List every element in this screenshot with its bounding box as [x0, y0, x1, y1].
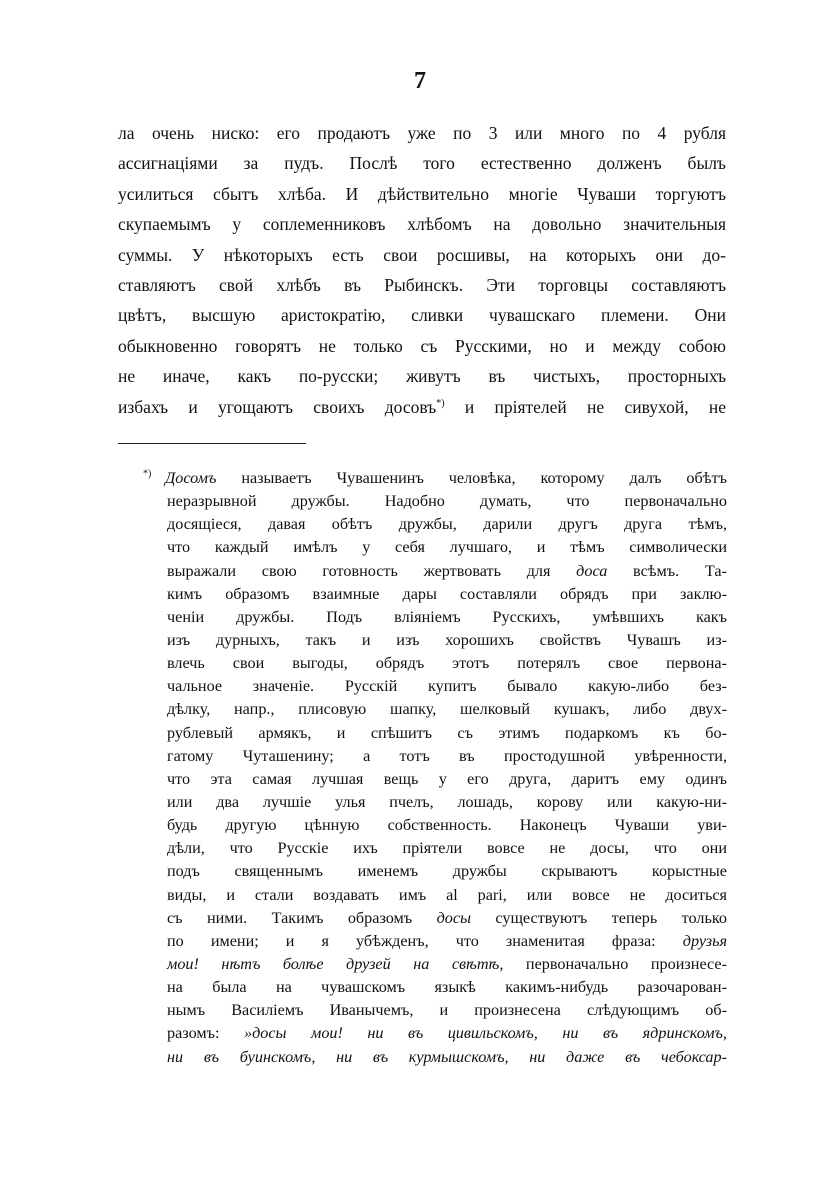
footnote-term: Досомъ [165, 469, 217, 487]
footnote-line: кимъ образомъ взаимные дары составляли обрядъ при заклю- [167, 584, 727, 603]
footnote-italic: »досы мои! ни въ цивильскомъ, ни въ ядринскомъ, [243, 1024, 727, 1043]
footnote-line: рублевый армякъ, и спѣшитъ съ этимъ подаркомъ къ бо- [167, 723, 727, 742]
footnote-line: досящіеся, давая обѣтъ дружбы, дарили другъ друга тѣмъ, [167, 515, 727, 534]
page-number: 7 [414, 68, 426, 94]
footnote-line [143, 1046, 727, 1069]
main-text-line: ставляютъ свой хлѣбъ въ Рыбинскъ. Эти торговцы составляютъ [118, 274, 726, 295]
footnote-italic: друзья [682, 931, 727, 950]
footnote-line [143, 1022, 727, 1045]
footnote-text: существуютъ теперь только [471, 908, 727, 927]
main-text-line: не иначе, какъ по-русски; живутъ въ чистыхъ, просторныхъ [118, 366, 726, 387]
main-text-line: цвѣтъ, высшую аристократію, сливки чувашскаго племени. Они [118, 305, 726, 326]
footnote-line [143, 907, 727, 930]
footnote-line [143, 560, 727, 583]
footnote-reference-mark: *) [436, 397, 445, 409]
footnote-mark [143, 467, 165, 490]
footnote-text: выражали свою готовность жертвовать для [167, 561, 577, 580]
main-text-last-line [118, 392, 726, 422]
main-text-line: ла очень ниско: его продаютъ уже по 3 или много по 4 рубля [118, 123, 726, 143]
footnote-line: виды, и стали воздавать имъ al pari, или вовсе не доситься [167, 885, 727, 904]
main-text-last-line-end: и пріятелей не сивухой, не [444, 396, 726, 417]
footnote-line: или два лучшіе улья пчелъ, лошадь, корову или какую-ни- [167, 792, 727, 811]
footnote-line: подъ священнымъ именемъ дружбы скрываютъ корыстные [167, 862, 727, 881]
footnote-line: ченіи дружбы. Подъ вліяніемъ Русскихъ, умѣвшихъ какъ [167, 607, 727, 626]
footnote-text: разомъ: [167, 1024, 244, 1043]
main-text-line: суммы. У нѣкоторыхъ есть свои росшивы, на которыхъ они до- [118, 244, 726, 265]
footnote-line: гатому Чуташенину; а тотъ въ простодушной увѣренности, [167, 746, 727, 765]
footnote-text: первоначально произнесе- [503, 954, 727, 973]
main-text-line: усилиться сбытъ хлѣба. И дѣйствительно многіе Чуваши торгуютъ [118, 183, 726, 204]
footnote-line: что каждый имѣлъ у себя лучшаго, и тѣмъ символически [167, 538, 727, 557]
main-text-last-line-start: избахъ и угощаютъ своихъ досовъ [118, 396, 437, 417]
footnote-line: будь другую цѣнную собственность. Наконецъ Чуваши уви- [167, 816, 727, 835]
footnote-italic: досы [436, 908, 471, 927]
footnote-line: что эта самая лучшая вещь у его друга, даритъ ему одинъ [167, 769, 727, 788]
footnote-line: дѣли, что Русскіе ихъ пріятели вовсе не досы, что они [167, 839, 727, 858]
footnote-text: съ ними. Такимъ образомъ [167, 908, 437, 927]
footnote-italic: ни въ буинскомъ, ни въ курмышскомъ, ни даже въ чебоксар- [167, 1047, 727, 1066]
footnote-line: на была на чувашскомъ языкѣ какимъ-нибудь разочарован- [167, 978, 727, 997]
footnote-italic: доса [576, 561, 608, 580]
footnote-line: дѣлку, напр., плисовую шапку, шелковый кушакъ, либо двух- [167, 700, 727, 719]
footnote-text: всѣмъ. Та- [607, 561, 727, 580]
footnote-line: влечь свои выгоды, обрядъ этотъ потерялъ свое первона- [167, 654, 727, 673]
footnote-line [143, 953, 727, 976]
footnote-line: изъ дурныхъ, такъ и изъ хорошихъ свойствъ Чувашъ из- [167, 630, 727, 649]
main-text-line: обыкновенно говорятъ не только съ Русскими, но и между собою [118, 335, 726, 356]
footnote-line: неразрывной дружбы. Надобно думать, что первоначально [167, 492, 727, 511]
footnote-line: чальное значеніе. Русскій купитъ бывало какую-либо без- [167, 677, 727, 696]
main-text-line: ассигнаціями за пудъ. Послѣ того естественно долженъ былъ [118, 153, 726, 174]
footnote-italic: мои! нѣтъ болѣе друзей на свѣтѣ, [167, 954, 504, 973]
footnote-text: называетъ Чувашенинъ человѣка, которому далъ обѣтъ [216, 469, 727, 487]
footnote-line [143, 930, 727, 953]
footnote-line: нымъ Василіемъ Иванычемъ, и произнесена слѣдующимъ об- [167, 1001, 727, 1020]
footnote-text: по имени; и я убѣжденъ, что знаменитая фраза: [167, 931, 683, 950]
main-text [118, 118, 726, 422]
footnote-line [143, 467, 727, 490]
footnote-divider [118, 443, 306, 444]
footnote-mark-text: *) [143, 468, 152, 480]
main-text-line: скупаемымъ у соплеменниковъ хлѣбомъ на довольно значительныя [118, 214, 726, 235]
footnote [143, 467, 727, 1069]
